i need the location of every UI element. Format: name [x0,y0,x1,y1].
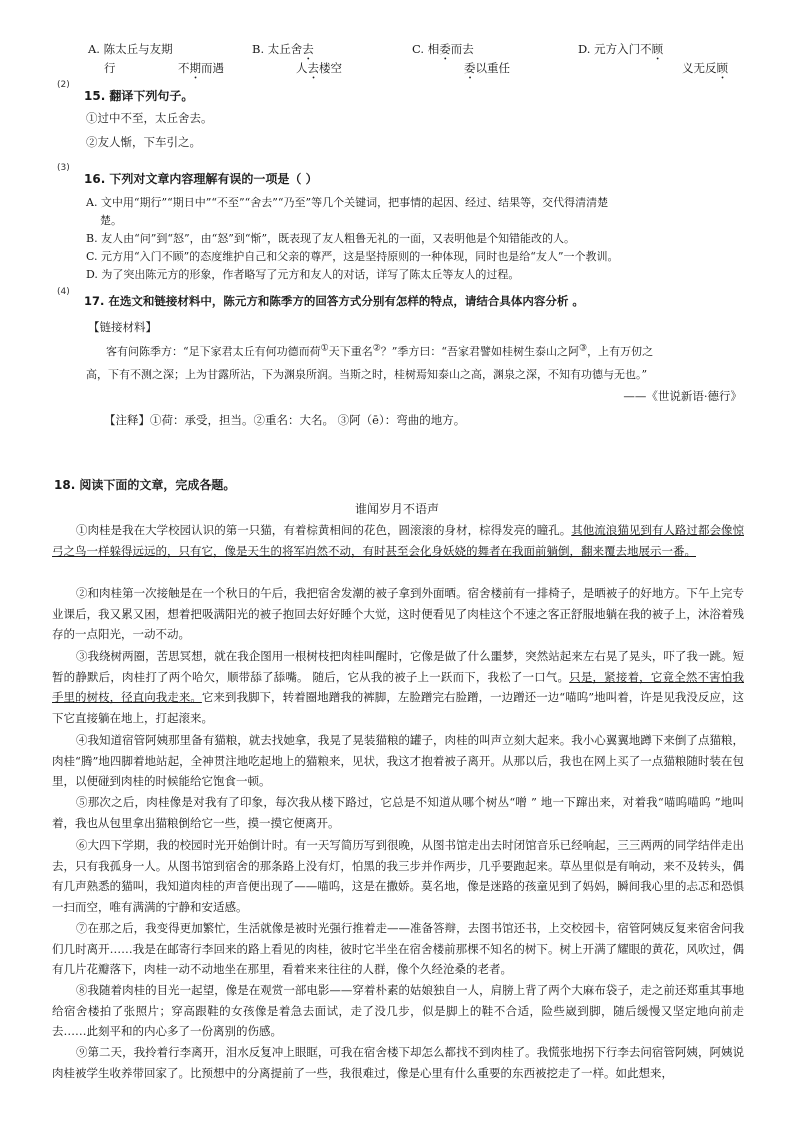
q16-option-b: B. 友人由“问”到“怒”，由“怒”到“惭”，既表现了友人粗鲁无礼的一面，又表明他是个知错能改的人。 [86,232,576,245]
q16-option-a: A. 文中用“期行”“期日中”“不至”“舍去”“乃至”等几个关键词，把事情的起因、经过、结果等，交代得清清楚 [86,196,609,209]
q17-link-passage-line2: 高，下有不测之深；上为甘露所沾，下为渊泉所润。当斯之时，桂树焉知泰山之高，渊泉之深，不知有功德与无也。” [86,368,648,381]
q14-option-c: C. 相委而去 [412,42,474,56]
q17-title: 17. 在选文和链接材料中，陈元方和陈季方的回答方式分别有怎样的特点，请结合具体内容分析 。 [84,294,584,308]
article-paragraph-3: ③我绕树两圈，苦思冥想，就在我企图用一根树枝把肉桂叫醒时，它像是做了什么噩梦，突然站起来左右晃了晃头，吓了我一跳。短暂的静默后，肉桂打了两个哈欠，顺带舔了舔嘴。 随后，它从我的被子上一跃而下，我松了一口气。只是，紧接着，它竟全然不害怕我手里的树枝，径直向我走来。它来到我脚下，转着圈地蹭我的裤脚，左脸蹭完右脸蹭，一边蹭还一边“喵呜”地叫着，许是见我没反应，这下它直接躺在地上，打起滚来。 [52,649,745,725]
article-paragraph-4: ④我知道宿管阿姨那里备有猫粮，就去找她拿，我晃了晃装猫粮的罐子，肉桂的叫声立刻大起来。我小心翼翼地蹲下来倒了点猫粮，肉桂“腾”地四脚着地站起，全神贯注地吃起地上的猫粮来，见状，我这才抱着被子离开。从那以后，我也在网上买了一点猫粮随时装在包里，以便碰到肉桂的时候能给它饱食一顿。 [52,733,744,788]
article-paragraph-8: ⑧我随着肉桂的目光一起望，像是在观赏一部电影——穿着朴素的姑娘独自一人，肩膀上背了两个大麻布袋子，走之前还郑重其事地给宿舍楼拍了张照片；穿高跟鞋的女孩像是着急去面试，走了没几步，似是脚上的鞋不合适，险些崴到脚，随后缓慢又坚定地向前走去……此刻平和的内心多了一份离别的伤感。 [52,983,744,1038]
article-paragraph-9: ⑨第二天，我拎着行李离开，泪水反复冲上眼眶，可我在宿舍楼下却怎么都找不到肉桂了。我慌张地拐下行李去问宿管阿姨，阿姨说肉桂被学生收养带回家了。比预想中的分离提前了一些，我很难过，像是心里有什么重要的东西被挖走了一样。如此想来， [52,1045,744,1080]
q15-part-number: (2) [57,80,70,90]
q14-option-d-line2: 委以重任 [464,61,510,75]
q14-option-a: A. 陈太丘与友期 [88,42,173,56]
q17-link-label: 【链接材料】 [88,320,157,334]
q16-option-a-cont: 楚。 [100,214,122,227]
q14-option-c-line2: 人去楼空 [296,61,342,75]
q15-title: 15. 翻译下列句子。 [84,89,194,103]
article-paragraph-6: ⑥大四下学期，我的校园时光开始倒计时。有一天写简历写到很晚，从图书馆走出去时闭馆音乐已经响起，三三两两的同学结伴走出去，只有我孤身一人。从图书馆到宿舍的那条路上没有灯，怕黑的我三步并作两步，几乎要跑起来。草丛里似是有响动，来不及转头，偶有几声熟悉的猫叫，我知道肉桂的声音便出现了——喵呜，这是在撒娇。莫名地，像是迷路的孩童见到了妈妈，瞬间我心里的忐忑和恐惧一扫而空，唯有满满的宁静和安适感。 [52,838,744,914]
article-paragraph-2: ②和肉桂第一次接触是在一个秋日的午后，我把宿舍发潮的被子拿到外面晒。宿舍楼前有一排椅子，是晒被子的好地方。下午上完专业课后，我又累又困，想着把吸满阳光的被子抱回去好好睡个大觉，这时便看见了肉桂这个不速之客正舒服地躺在我的被子上，沐浴着残存的一点阳光，一动不动。 [52,586,744,641]
q15-item-1: ①过中不至，太丘舍去。 [86,111,213,125]
q16-option-c: C. 元方用“入门不顾”的态度维护自己和父亲的尊严，这是坚持原则的一种体现，同时也是给“友人”一个教训。 [86,250,619,263]
q14-option-d: D. 元方入门不顾 [578,42,664,56]
q14-option-b-line2: 不期而遇 [178,61,224,75]
article-paragraph-1: ①肉桂是我在大学校园认识的第一只猫，有着棕黄相间的花色，圆滚滚的身材，棕得发亮的瞳孔。其他流浪猫见到有人路过都会像惊弓之鸟一样躲得远远的，只有它，像是天生的将军岿然不动，有时甚至会化身妖娆的舞者在我面前躺倒，翻来覆去地展示一番。 [52,523,744,558]
q17-part-number: (4) [57,287,70,297]
q14-option-b: B. 太丘舍去 [252,42,314,56]
article-paragraph-5: ⑤那次之后，肉桂像是对我有了印象，每次我从楼下路过，它总是不知道从哪个树丛“噌 ” 地一下蹿出来，对着我“喵呜喵呜 ”地叫着，我也从包里拿出猫粮倒给它一些，摸一摸它便离开。 [52,795,744,830]
q18-title: 18. 阅读下面的文章，完成各题。 [54,478,236,492]
underlined-sentence-2: 只是，紧接着，它竟全然不害怕我手里的树枝，径直向我走来。 [52,669,745,704]
q16-title: 16. 下列对文章内容理解有误的一项是（ ） [84,172,318,186]
underlined-sentence-1: 其他流浪猫见到有人路过都会像惊弓之鸟一样躲得远远的，只有它，像是天生的将军岿然不动，有时甚至会化身妖娆的舞者在我面前躺倒，翻来覆去地展示一番。 [52,523,744,558]
q14-option-e-line2: 义无反顾 [682,61,728,75]
q17-source: ——《世说新语·德行》 [623,389,742,403]
article-paragraph-7: ⑦在那之后，我变得更加繁忙，生活就像是被时光强行推着走——准备答辩，去图书馆还书，上交校园卡，宿管阿姨反复来宿舍问我们几时离开……我是在邮寄行李回来的路上看见的肉桂，彼时它半坐在宿舍楼前那棵不知名的树下。树上开满了耀眼的黄花，风吹过，偶有几片花瓣落下，肉桂一动不动地坐在那里，看着来来往往的人群，像个久经沧桑的老者。 [52,921,744,976]
article-title: 谁闻岁月不语声 [354,502,439,516]
q16-part-number: (3) [57,163,70,173]
q17-notes: 【注释】①荷：承受，担当。②重名：大名。 ③阿（ē）：弯曲的地方。 [104,413,466,427]
q15-item-2: ②友人惭，下车引之。 [86,135,201,149]
q16-option-d: D. 为了突出陈元方的形象，作者略写了元方和友人的对话，详写了陈太丘等友人的过程。 [86,268,520,281]
q14-option-a-line2: 行 [104,61,116,75]
q17-link-passage-line1: 客有问陈季方：“足下家君太丘有何功德而荷①天下重名②？”季方曰：“吾家君譬如桂树生泰山之阿③，上有万仞之 [106,343,654,358]
